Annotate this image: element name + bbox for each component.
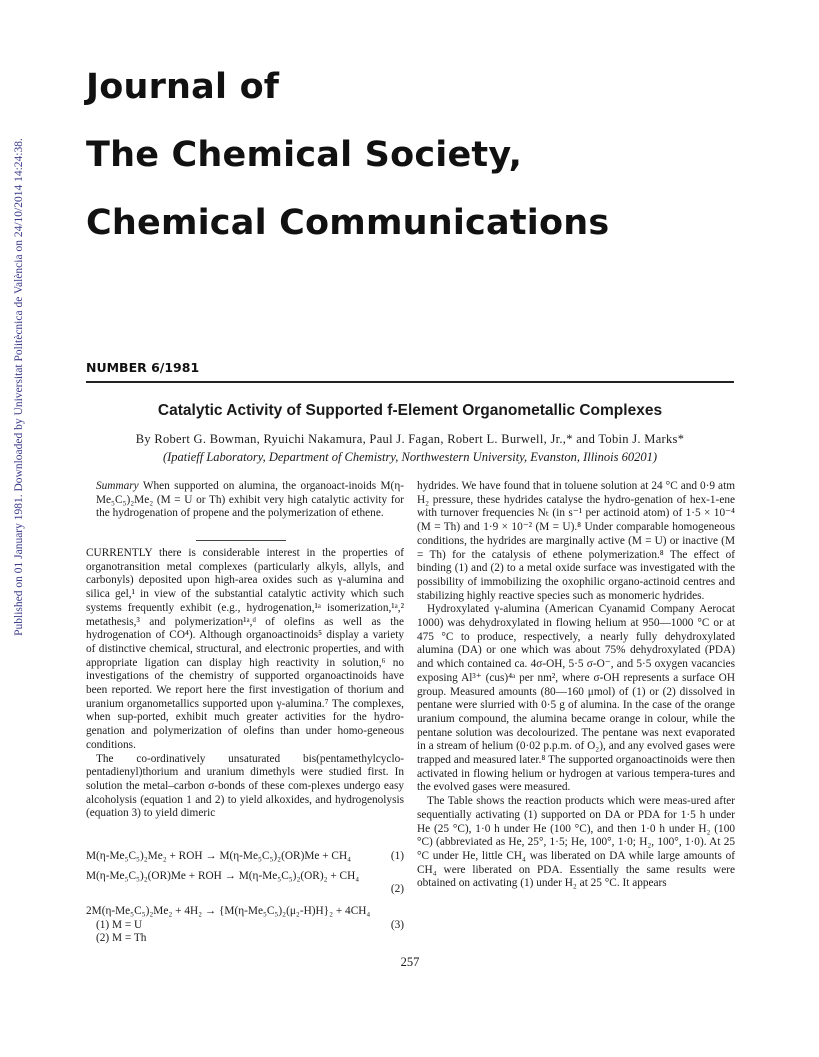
compound-2-definition (86, 932, 404, 944)
equation-3 (86, 905, 404, 917)
journal-title-line2: The Chemical Society, (86, 135, 523, 175)
article-affiliation: (Ipatieff Laboratory, Department of Chemistry, Northwestern University, Evanston, Illinois 60201) (162, 450, 658, 464)
equation-2-number: (2) (390, 883, 404, 895)
equation-1-number: (1) (390, 850, 404, 862)
equation-3-number: (3) (390, 919, 404, 931)
download-notice: Published on 01 January 1981. Downloaded by Universitat Politècnica de València on 24/10/2014 14:24:38. (13, 138, 25, 636)
equation-1-text: M(η-Me₅C₅)₂Me₂ + ROH → M(η-Me₅C₅)₂(OR)Me + CH₄ (86, 850, 352, 862)
right-column (417, 480, 735, 891)
summary-text: When supported on alumina, the organoact-inoids M(η-Me₅C₅)₂Me₂ (M = U or Th) exhibit very high catalytic activity for the hydrogenation of propene and the polymerization of ethene. (96, 480, 404, 520)
journal-title-line1: Journal of (86, 67, 280, 107)
right-paragraph-2: Hydroxylated γ-alumina (American Cyanamid Company Aerocat 1000) was dehydroxylated in flowing helium at 950—1000 °C or at 475 °C to produce, respectively, a nearly fully dehydroxylated alumina (DA) or one which was about 75% dehydroxylated (PDA) and which contained ca. 4σ-OH, 5·5 σ-O⁻, and 5·5 oxygen vacancies exposing Al³⁺ (cus)⁴ᵃ per nm², where σ-OH represents a surface OH group. Measured amounts (80—160 μmol) of (1) or (2) dissolved in pentane were slurried with 0·5 g of alumina. In the case of the orange uranium compound, the alumina became orange in colour, while the pentane solution was decolourized. The pentane was next evaporated in a stream of helium (0·02 p.p.m. of O₂), and any evolved gases were trapped and measured later.⁸ The supported organoactinoids were then activated in flowing helium or hydrogen at various tempera-tures and the evolved gases were measured. (417, 603, 735, 794)
equation-3-text: 2M(η-Me₅C₅)₂Me₂ + 4H₂ → {M(η-Me₅C₅)₂(μ₂-H)H}₂ + 4CH₄ (86, 905, 371, 917)
right-paragraph-3: The Table shows the reaction products which were meas-ured after sequentially activating (1) supported on DA or PDA for 1·5 h under He (25 °C), 1·0 h under He (100 °C), and then 1·0 h under H₂ (100 °C) (abbreviated as He, 25°, 1·5; He, 100°, 1·0; H₂, 100°, 1·0). At 25 °C under He, little CH₄ was liberated on DA while large amounts of CH₄ were liberated on PDA. Essentially the same results were obtained on activating (1) under H₂ at 25 °C. It appears (417, 795, 735, 890)
equation-2 (86, 870, 404, 882)
compound-1-definition (86, 919, 404, 931)
summary-label: Summary (96, 480, 139, 492)
summary-block (86, 480, 404, 521)
issue-number: NUMBER 6/1981 (86, 360, 200, 375)
equation-2-text: M(η-Me₅C₅)₂(OR)Me + ROH → M(η-Me₅C₅)₂(OR)₂ + CH₄ (86, 870, 360, 882)
compound-1-text: (1) M = U (96, 919, 143, 931)
header-rule (86, 381, 734, 383)
article-title: Catalytic Activity of Supported f-Element Organometallic Complexes (157, 402, 663, 419)
journal-title-line3: Chemical Communications (86, 203, 610, 243)
left-paragraph-2: The co-ordinatively unsaturated bis(pentamethylcyclo-pentadienyl)thorium and uranium dimethyls were studied first. In solution the metal–carbon σ-bonds of these com-plexes undergo easy alcoholysis (equation 1 and 2) to yield alkoxides, and hydrogenolysis (equation 3) to yield dimeric (86, 752, 404, 820)
compound-2-text: (2) M = Th (96, 932, 147, 944)
left-column (86, 547, 404, 821)
page-number: 257 (400, 955, 420, 969)
right-paragraph-1: hydrides. We have found that in toluene solution at 24 °C and 0·9 atm H₂ pressure, these hydrides catalyse the hydro-genation of hex-1-ene with turnover frequencies Nₜ (in s⁻¹ per actinoid atom) of 1·5 × 10⁻⁴ (M = Th) and 1·9 × 10⁻² (M = U).⁸ Under comparable homogeneous conditions, the hydrides are marginally active (M = U) or inactive (M = Th) for the catalysis of ethene polymerization.⁸ The effect of binding (1) and (2) to a metal oxide surface was investigated with the possibility of immobilizing the oxophilic organo-actinoid centres and stabilizing highly reactive species such as monomeric hydrides. (417, 480, 735, 602)
left-paragraph-1: CURRENTLY there is considerable interest in the properties of organotransition metal complexes (particularly alkyls, allyls, and carbonyls) deposited upon high-area oxides such as γ-alumina and silica gel,¹ in view of the substantial catalytic activity which such systems frequently exhibit (e.g., hydrogenation,¹ᵃ isomerization,¹ᵃ,² metathesis,³ and polymerization¹ᵃ,ᵈ of olefins as well as the hydrogenation of CO⁴). Although organoactinoids⁵ display a variety of distinctive chemical, structural, and electronic properties, and with appropriate ligation can display high reactivity in solution,⁶ no investigations of the chemistry of supported organoactinoids have been reported. We report here the first investigation of thorium and uranium organometallics supported upon γ-alumina.⁷ The complexes, when sup-ported, exhibit much greater activities for the hydro-genation and polymerization of olefins than under homo-geneous conditions. (86, 547, 404, 751)
article-authors: By Robert G. Bowman, Ryuichi Nakamura, Paul J. Fagan, Robert L. Burwell, Jr.,* and Tobin J. Marks* (135, 432, 685, 446)
summary-divider (196, 540, 286, 541)
equation-1 (86, 850, 404, 862)
